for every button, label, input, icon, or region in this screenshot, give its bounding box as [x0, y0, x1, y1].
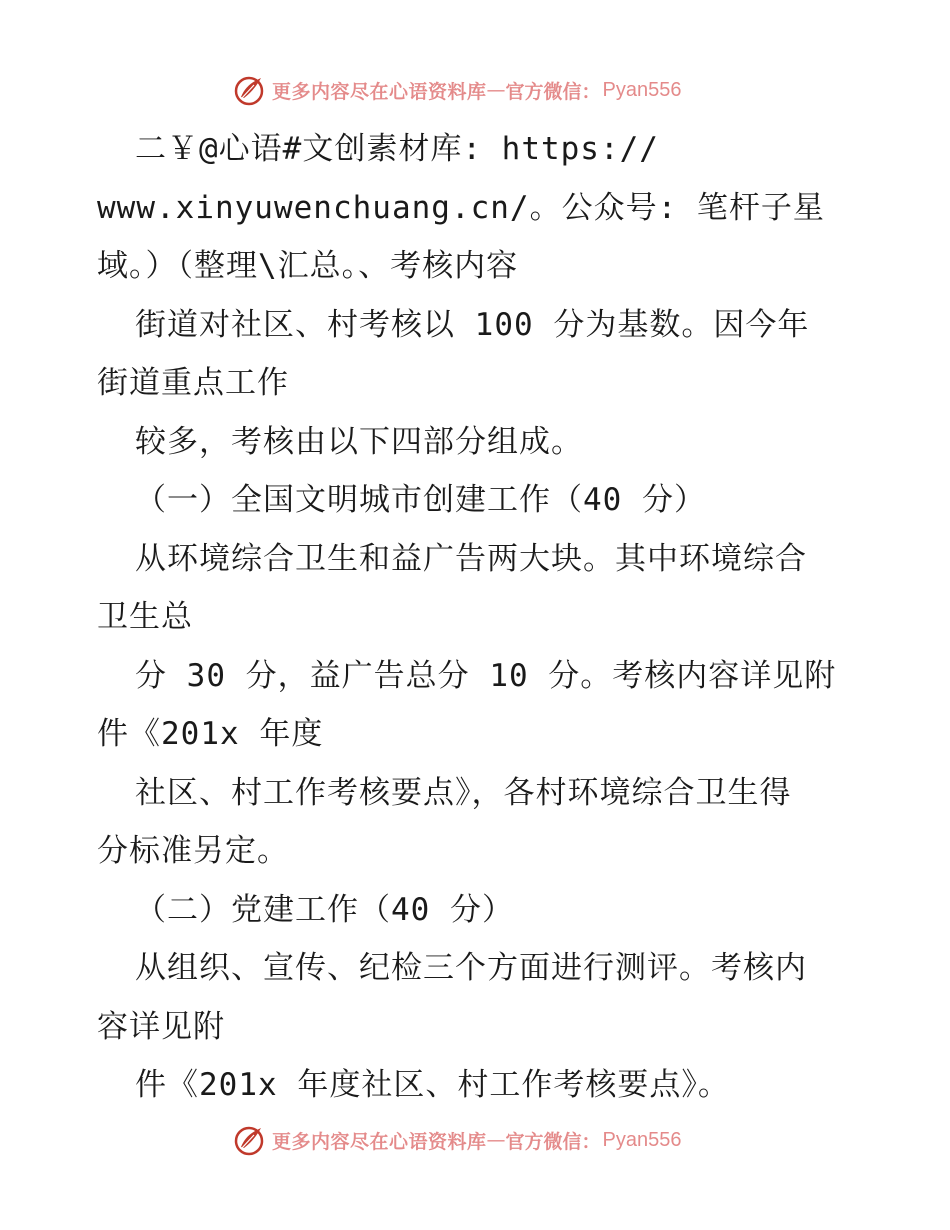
text-line: 件《201x 年度: [97, 716, 324, 752]
banner-wechat-label: 官方微信：: [505, 80, 601, 103]
text-line: www.xinyuwenchuang.cn/。公众号: 笔杆子星: [97, 189, 825, 226]
footer-banner: [232, 1120, 752, 1160]
document-body: [97, 120, 867, 1115]
leaf-logo-icon: [232, 73, 266, 107]
banner-separator: —: [486, 1129, 506, 1151]
text-line: 街道对社区、村考核以 100 分为基数。因今年: [135, 306, 810, 343]
leaf-logo-icon: [232, 1123, 266, 1157]
text-line: 容详见附: [97, 1008, 225, 1045]
text-line: 件《201x 年度社区、村工作考核要点》。: [135, 1067, 730, 1103]
text-line: 较多，考核由以下四部分组成。: [135, 423, 583, 460]
banner-separator: —: [486, 79, 506, 101]
text-line: 从环境综合卫生和益广告两大块。其中环境综合: [135, 540, 807, 577]
banner-slogan: 更多内容尽在心语资料库: [272, 1130, 487, 1153]
section-heading: （二）党建工作（40 分）: [135, 891, 514, 928]
header-banner: [232, 70, 752, 110]
text-line: 卫生总: [97, 599, 193, 635]
section-heading: （一）全国文明城市创建工作（40 分）: [135, 482, 706, 518]
banner-wechat-id: Pyan556: [602, 1128, 682, 1151]
banner-wechat-label: 官方微信：: [505, 1130, 601, 1153]
banner-slogan: 更多内容尽在心语资料库: [272, 80, 487, 103]
text-line: 域。）（整理\汇总。、考核内容: [97, 248, 519, 284]
banner-wechat-id: Pyan556: [602, 78, 682, 101]
text-line: 分 30 分，益广告总分 10 分。考核内容详见附: [135, 657, 837, 694]
text-line: 街道重点工作: [97, 365, 289, 401]
text-line: 社区、村工作考核要点》，各村环境综合卫生得: [135, 774, 792, 811]
text-line: 二￥@心语#文创素材库: https://: [135, 131, 659, 167]
text-line: 从组织、宣传、纪检三个方面进行测评。考核内: [135, 950, 807, 986]
text-line: 分标准另定。: [97, 833, 289, 869]
